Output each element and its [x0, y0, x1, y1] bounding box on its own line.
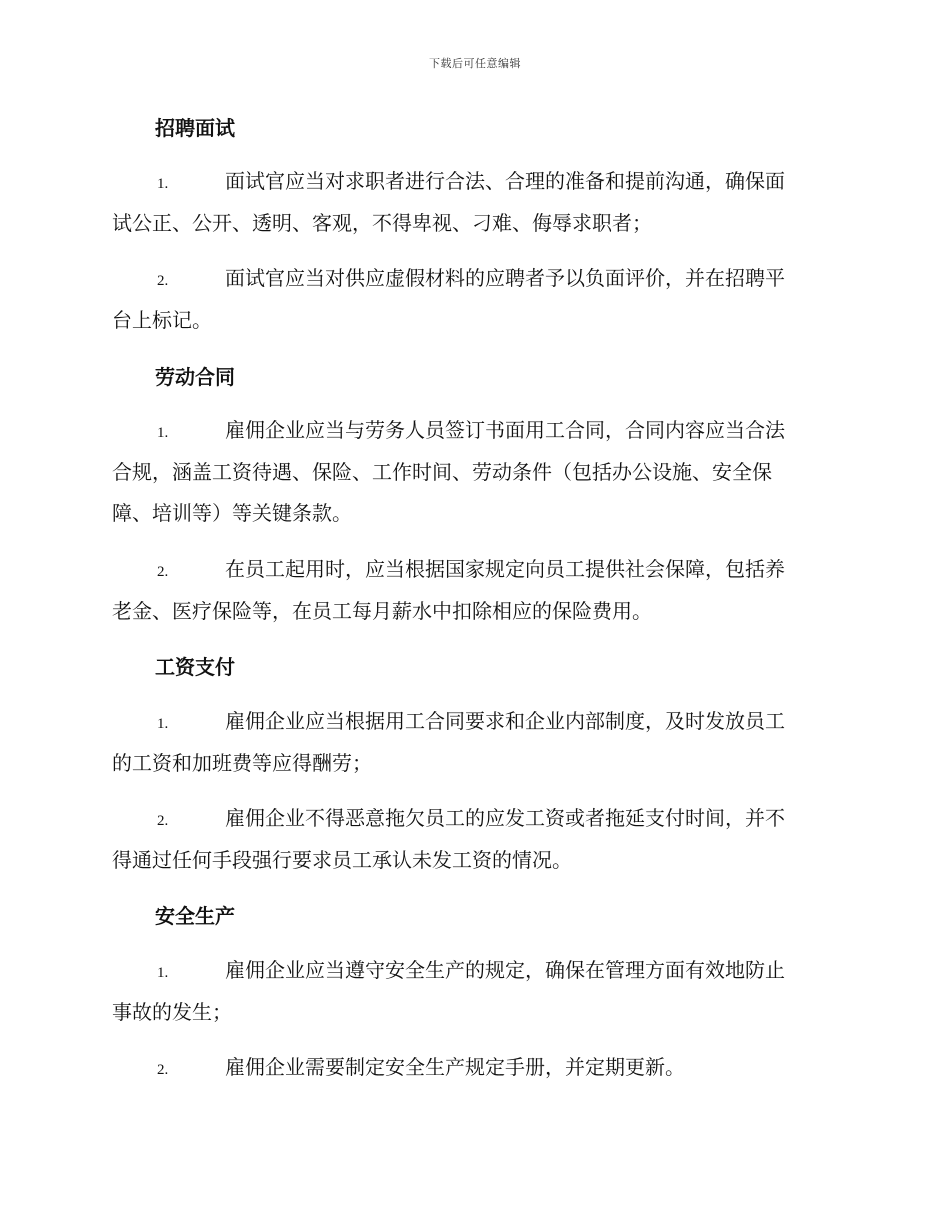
clause-number: 2.: [157, 813, 169, 829]
clause-line: [112, 701, 834, 743]
section-heading: 劳动合同: [155, 365, 235, 389]
clause-line: 事故的发生；: [112, 999, 232, 1024]
clause-item: [112, 1047, 834, 1089]
clause-item: [112, 950, 834, 1033]
clause-line: 台上标记。: [112, 307, 212, 332]
clause-text: 雇佣企业应当遵守安全生产的规定，确保在管理方面有效地防止: [225, 958, 785, 982]
page-header-note: 下载后可任意编辑: [429, 57, 521, 70]
clause-line: [112, 258, 834, 300]
clause-item: [112, 549, 834, 632]
clause-text: 面试官应当对求职者进行合法、合理的准备和提前沟通，确保面: [225, 169, 785, 193]
clause-line: [112, 549, 834, 591]
clause-number: 1.: [157, 965, 169, 981]
section-heading: 招聘面试: [155, 116, 235, 140]
section-heading: 安全生产: [155, 904, 235, 928]
clause-text: 雇佣企业不得恶意拖欠员工的应发工资或者拖延支付时间，并不: [225, 806, 785, 830]
clause-text: 雇佣企业应当根据用工合同要求和企业内部制度，及时发放员工: [225, 709, 785, 733]
clause-line: [112, 1047, 834, 1089]
section-heading: 工资支付: [155, 655, 235, 679]
clause-line: [112, 410, 834, 452]
clause-line: [112, 798, 834, 840]
clause-text: 雇佣企业应当与劳务人员签订书面用工合同，合同内容应当合法: [225, 418, 785, 442]
clause-number: 1.: [157, 716, 169, 732]
clause-number: 1.: [157, 425, 169, 441]
clause-line: 的工资和加班费等应得酬劳；: [112, 750, 372, 775]
clause-line: 试公正、公开、透明、客观，不得卑视、刁难、侮辱求职者；: [112, 210, 652, 235]
clause-text: 雇佣企业需要制定安全生产规定手册，并定期更新。: [225, 1055, 685, 1079]
clause-line: [112, 161, 834, 203]
clause-line: 合规，涵盖工资待遇、保险、工作时间、劳动条件（包括办公设施、安全保: [112, 459, 772, 484]
clause-item: [112, 798, 834, 881]
clause-line: 障、培训等）等关键条款。: [112, 501, 352, 526]
clause-number: 2.: [157, 564, 169, 580]
clause-line: 老金、医疗保险等，在员工每月薪水中扣除相应的保险费用。: [112, 598, 652, 623]
clause-item: [112, 701, 834, 784]
clause-number: 2.: [157, 273, 169, 289]
clause-item: [112, 161, 834, 244]
clause-number: 1.: [157, 176, 169, 192]
clause-item: [112, 410, 834, 535]
clause-line: [112, 950, 834, 992]
clause-text: 面试官应当对供应虚假材料的应聘者予以负面评价，并在招聘平: [225, 266, 785, 290]
clause-item: [112, 258, 834, 341]
clause-number: 2.: [157, 1062, 169, 1078]
clause-text: 在员工起用时，应当根据国家规定向员工提供社会保障，包括养: [225, 557, 785, 581]
clause-line: 得通过任何手段强行要求员工承认未发工资的情况。: [112, 847, 572, 872]
